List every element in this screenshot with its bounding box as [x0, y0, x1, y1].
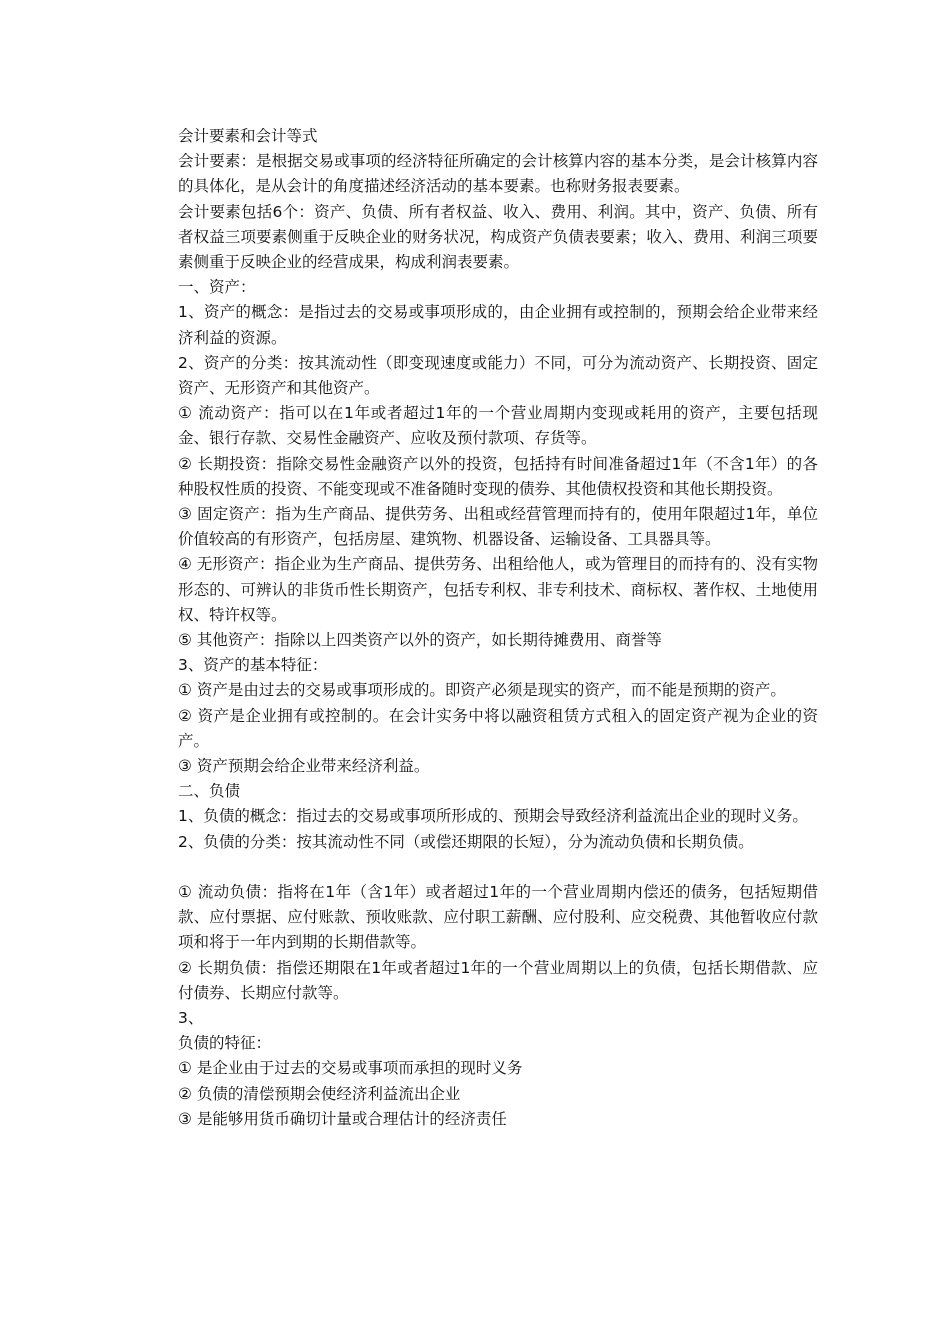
- paragraph-six-elements: 会计要素包括6个：资产、负债、所有者权益、收入、费用、利润。其中，资产、负债、所有者权益三项要素侧重于反映企业的财务状况，构成资产负债表要素；收入、费用、利润三项要素侧重于反映企业的经营成果，构成利润表要素。: [178, 202, 818, 272]
- list-item-liability-feature-1: ① 是企业由于过去的交易或事项而承担的现时义务: [178, 1059, 523, 1078]
- paragraph-liability-concept: 1、负债的概念：指过去的交易或事项所形成的、预期会导致经济利益流出企业的现时义务。: [178, 807, 808, 826]
- heading-liabilities: 二、负债: [178, 782, 241, 801]
- paragraph-asset-classification: 2、资产的分类：按其流动性（即变现速度或能力）不同，可分为流动资产、长期投资、固定资产、无形资产和其他资产。: [178, 353, 818, 398]
- list-item-current-liabilities: ① 流动负债：指将在1年（含1年）或者超过1年的一个营业周期内偿还的债务，包括短期借款、应付票据、应付账款、预收账款、应付职工薪酬、应付股利、应交税费、其他暂收应付款项和将于一年内到期的长期借款等。: [178, 882, 818, 952]
- list-item-long-term-liabilities: ② 长期负债：指偿还期限在1年或者超过1年的一个营业周期以上的负债，包括长期借款、应付债券、长期应付款等。: [178, 958, 818, 1002]
- list-item-asset-feature-1: ① 资产是由过去的交易或事项形成的。即资产必须是现实的资产，而不能是预期的资产。: [178, 681, 786, 700]
- paragraph-liability-classification: 2、负债的分类：按其流动性不同（或偿还期限的长短），分为流动负债和长期负债。: [178, 832, 754, 851]
- list-item-liability-feature-3: ③ 是能够用货币确切计量或合理估计的经济责任: [178, 1109, 507, 1128]
- heading-assets: 一、资产：: [178, 278, 256, 297]
- heading-asset-features: 3、资产的基本特征：: [178, 656, 328, 675]
- list-item-current-assets: ① 流动资产：指可以在1年或者超过1年的一个营业周期内变现或耗用的资产，主要包括现金、银行存款、交易性金融资产、应收及预付款项、存货等。: [178, 404, 818, 448]
- blank-line: [178, 855, 818, 880]
- list-item-intangible-assets: ④ 无形资产：指企业为生产商品、提供劳务、出租给他人，或为管理目的而持有的、没有实物形态的、可辨认的非货币性长期资产，包括专利权、非专利技术、商标权、著作权、土地使用权、特许权等。: [178, 555, 818, 624]
- list-item-asset-feature-2: ② 资产是企业拥有或控制的。在会计实务中将以融资租赁方式租入的固定资产视为企业的资产。: [178, 706, 818, 750]
- list-item-liability-feature-2: ② 负债的清偿预期会使经济利益流出企业: [178, 1084, 461, 1103]
- list-item-other-assets: ⑤ 其他资产：指除以上四类资产以外的资产，如长期待摊费用、商誉等: [178, 631, 662, 650]
- document-body: [178, 124, 818, 1132]
- paragraph-number-3: 3、: [178, 1008, 204, 1027]
- paragraph-definition: 会计要素：是根据交易或事项的经济特征所确定的会计核算内容的基本分类，是会计核算内容的具体化，是从会计的角度描述经济活动的基本要素。也称财务报表要素。: [178, 152, 818, 196]
- list-item-long-term-investment: ② 长期投资：指除交易性金融资产以外的投资，包括持有时间准备超过1年（不含1年）的各种股权性质的投资、不能变现或不准备随时变现的债券、其他债权投资和其他长期投资。: [178, 454, 818, 498]
- heading-liability-features: 负债的特征：: [178, 1034, 272, 1053]
- document-title: 会计要素和会计等式: [178, 127, 318, 145]
- list-item-fixed-assets: ③ 固定资产：指为生产商品、提供劳务、出租或经营管理而持有的，使用年限超过1年，单位价值较高的有形资产，包括房屋、建筑物、机器设备、运输设备、工具器具等。: [178, 505, 818, 549]
- paragraph-asset-concept: 1、资产的概念：是指过去的交易或事项形成的，由企业拥有或控制的，预期会给企业带来经济利益的资源。: [178, 303, 818, 347]
- list-item-asset-feature-3: ③ 资产预期会给企业带来经济利益。: [178, 757, 430, 776]
